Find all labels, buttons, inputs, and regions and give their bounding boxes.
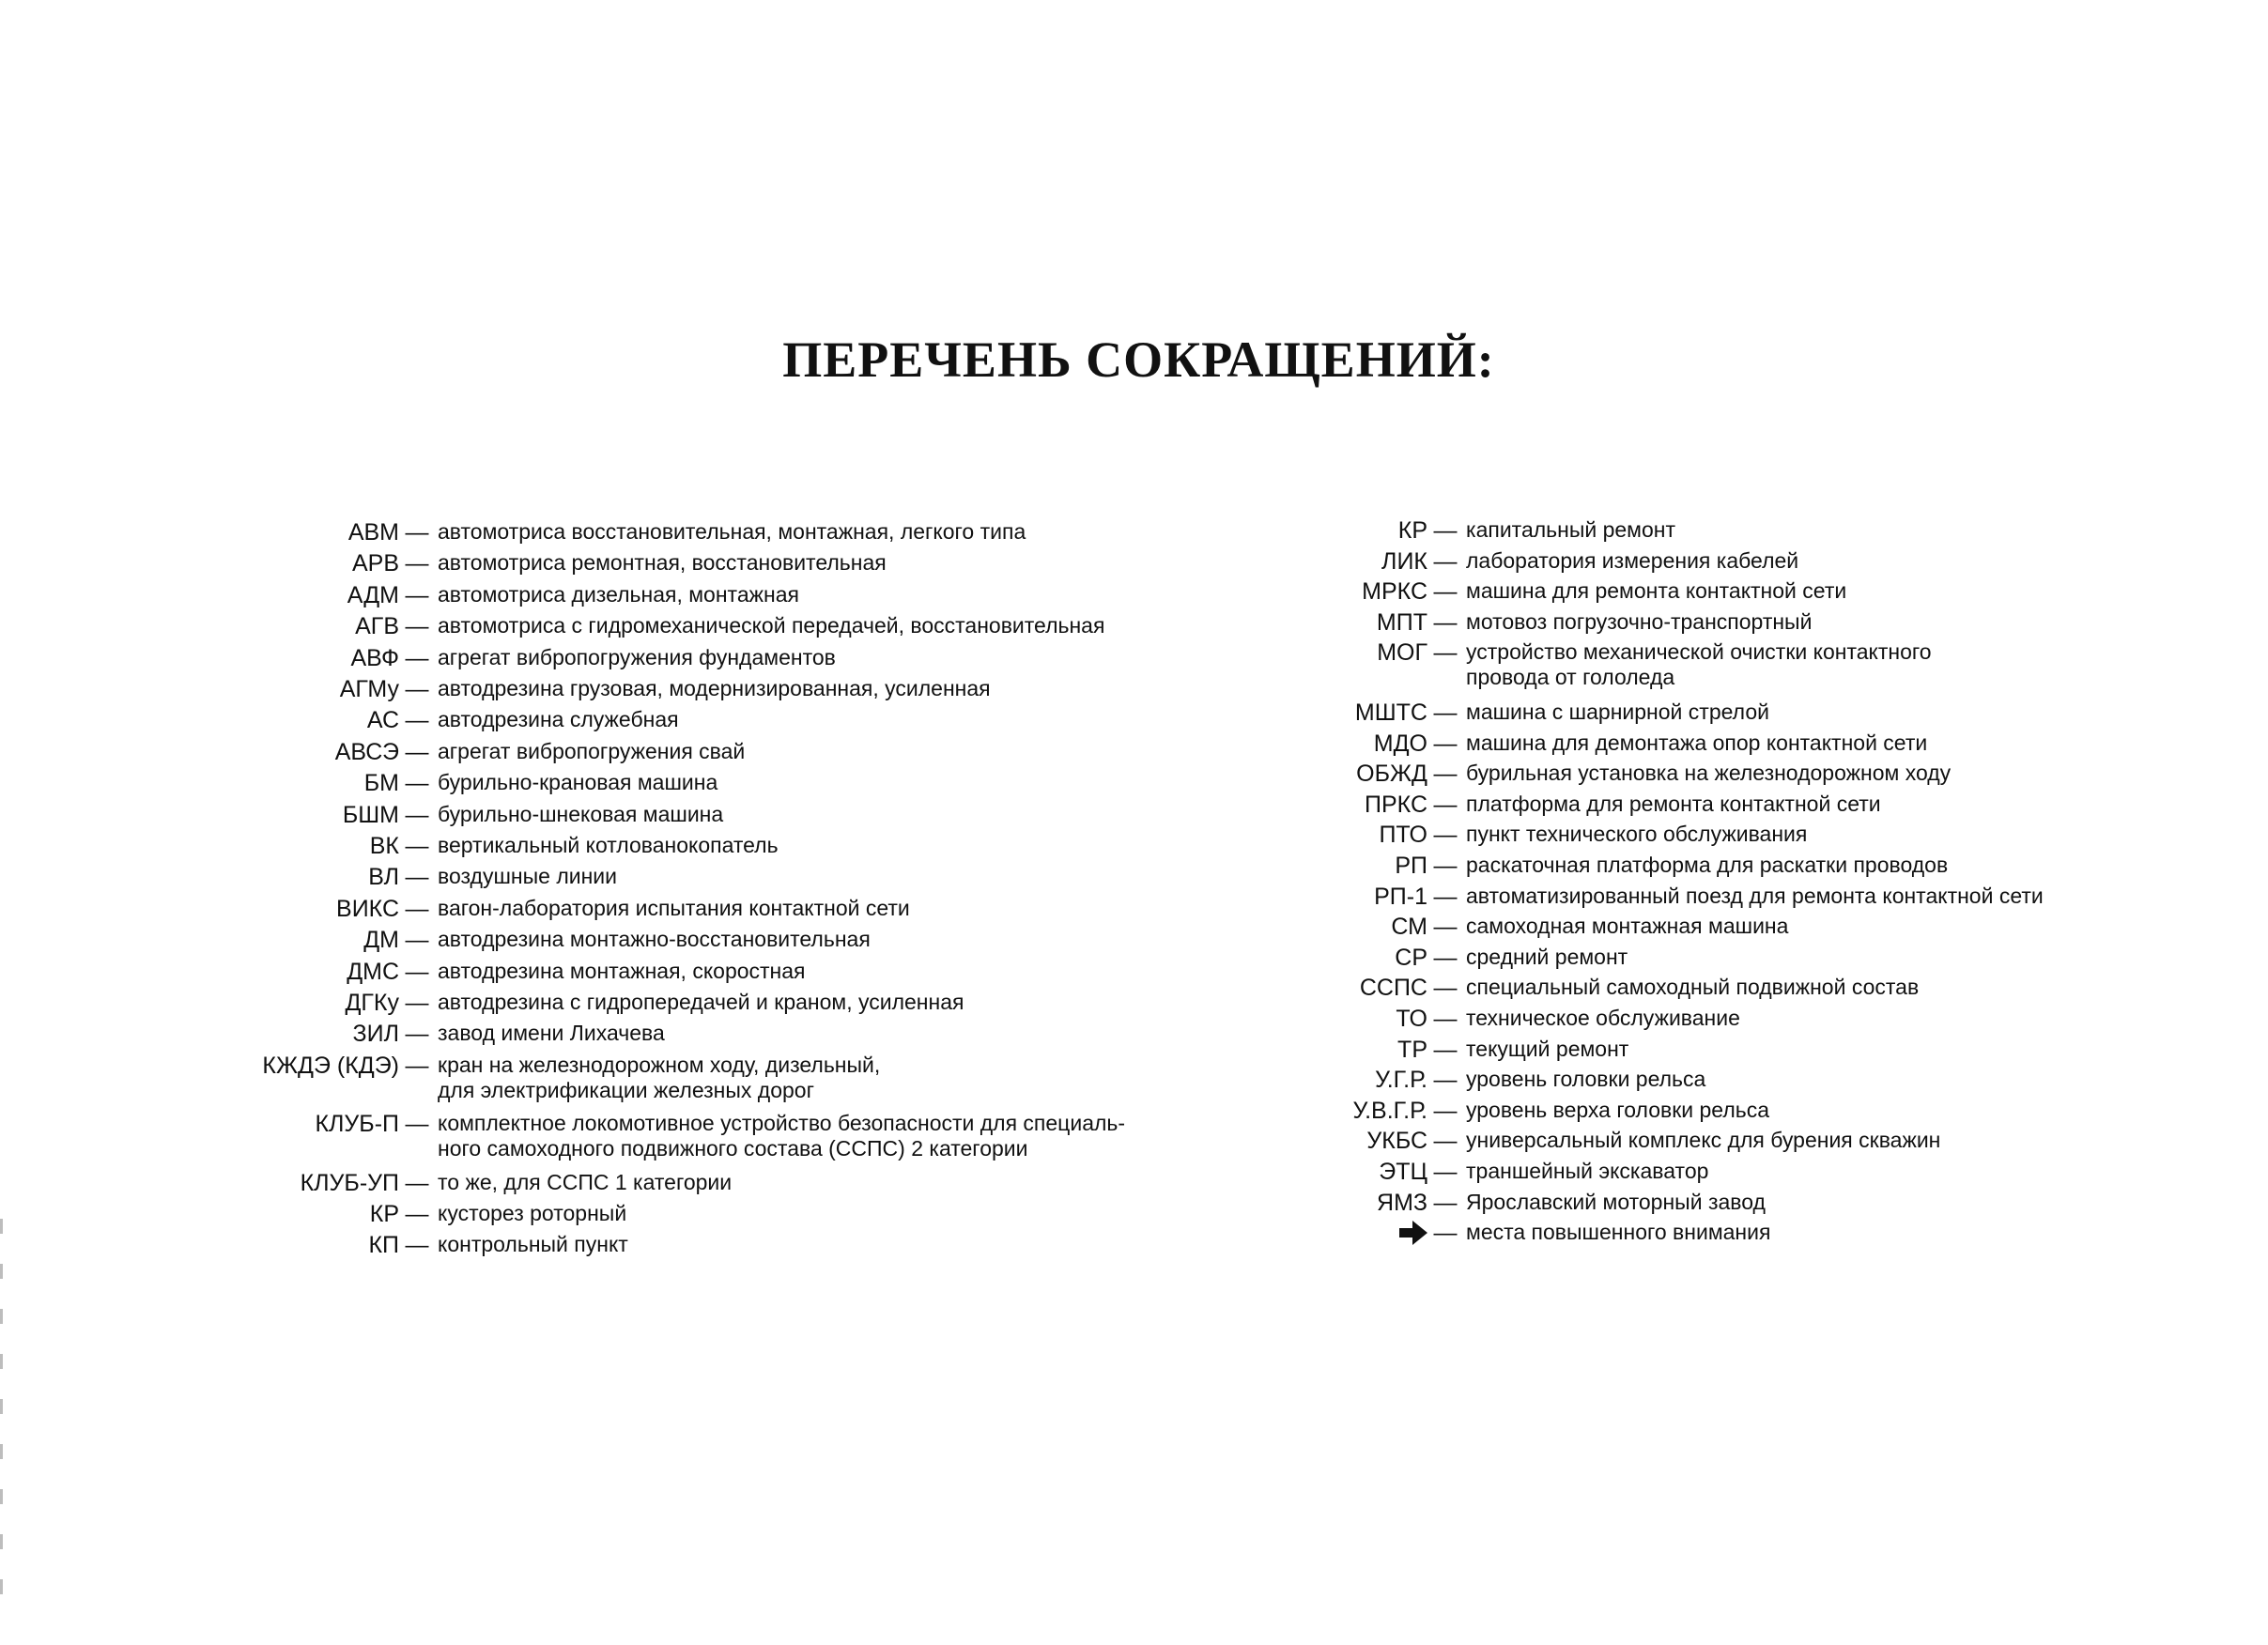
abbreviation-term: МОГ — [1377, 639, 1427, 667]
abbreviation-term: РП-1 — [1374, 883, 1427, 910]
em-dash: — — [1433, 1128, 1458, 1155]
em-dash: — — [405, 644, 429, 671]
abbreviation-definition: бурильно-крановая машина — [438, 770, 718, 795]
em-dash: — — [1433, 883, 1458, 910]
abbreviation-term: МШТС — [1354, 700, 1427, 726]
abbreviation-term: ЭТЦ — [1379, 1159, 1427, 1185]
em-dash: — — [405, 833, 429, 859]
abbreviation-term: КП — [368, 1232, 399, 1259]
em-dash: — — [1433, 1159, 1458, 1185]
arrow-icon-cell — [0, 1219, 1427, 1250]
em-dash: — — [405, 707, 429, 734]
em-dash: — — [1433, 639, 1458, 667]
abbreviation-definition: комплектное локомотивное устройство безопасности для специаль- — [438, 1111, 1126, 1136]
em-dash: — — [1433, 1036, 1458, 1063]
abbreviation-definition: агрегат вибропогружения свай — [438, 738, 746, 763]
abbreviation-term: АДМ — [347, 581, 399, 608]
em-dash: — — [405, 1021, 429, 1048]
abbreviation-definition: автодрезина монтажная, скоростная — [438, 958, 806, 983]
abbreviation-definition: траншейный экскаватор — [1466, 1159, 1709, 1183]
abbreviation-definition: то же, для ССПС 1 категории — [438, 1169, 733, 1194]
abbreviation-term: БМ — [363, 770, 399, 797]
abbreviation-definition: пункт технического обслуживания — [1466, 822, 1808, 847]
abbreviation-definition: автодрезина служебная — [438, 707, 679, 732]
abbreviation-term: ТО — [1396, 1006, 1427, 1032]
abbreviation-term: ПРКС — [1365, 791, 1427, 818]
abbreviation-definition: завод имени Лихачева — [438, 1021, 665, 1046]
abbreviation-term: ВЛ — [368, 864, 399, 891]
abbreviation-term: МДО — [1373, 730, 1427, 757]
abbreviation-definition: автомотриса ремонтная, восстановительная — [438, 550, 887, 576]
em-dash: — — [1433, 944, 1458, 971]
binding-mark — [0, 1309, 3, 1324]
em-dash: — — [1433, 914, 1458, 941]
em-dash: — — [1433, 608, 1458, 636]
abbreviation-definition: кран на железнодорожном ходу, дизельный, — [438, 1052, 881, 1077]
em-dash: — — [1433, 1189, 1458, 1216]
page-title: ПЕРЕЧЕНЬ СОКРАЩЕНИЙ: — [782, 331, 1495, 388]
abbreviation-definition: уровень головки рельса — [1466, 1067, 1706, 1092]
abbreviation-definition: уровень верха головки рельса — [1466, 1097, 1770, 1122]
abbreviation-term: КЛУБ-УП — [300, 1169, 399, 1196]
em-dash: — — [405, 676, 429, 702]
abbreviation-definition: универсальный комплекс для бурения скважин — [1466, 1128, 1941, 1153]
binding-mark — [0, 1399, 3, 1414]
abbreviation-term: АРВ — [351, 550, 399, 577]
abbreviation-definition: автодрезина монтажно-восстановительная — [438, 927, 871, 952]
binding-mark — [0, 1354, 3, 1369]
abbreviation-term: КР — [369, 1201, 399, 1227]
abbreviation-term: УКБС — [1366, 1128, 1427, 1155]
abbreviation-term: АВФ — [350, 644, 399, 671]
em-dash: — — [1433, 1067, 1458, 1094]
em-dash: — — [405, 550, 429, 577]
em-dash: — — [1433, 730, 1458, 757]
abbreviation-definition: капитальный ремонт — [1466, 517, 1676, 542]
abbreviation-term: МРКС — [1362, 578, 1427, 606]
abbreviation-term: ПТО — [1379, 822, 1427, 849]
abbreviation-definition: вертикальный котлованокопатель — [438, 833, 779, 857]
abbreviation-term: РП — [1395, 853, 1427, 879]
em-dash: — — [405, 1201, 429, 1227]
abbreviation-definition: бурильная установка на железнодорожном ходу — [1466, 761, 1952, 786]
right-arrow-icon — [1399, 1221, 1427, 1245]
abbreviation-definition: платформа для ремонта контактной сети — [1466, 791, 1881, 816]
em-dash: — — [1433, 761, 1458, 788]
em-dash: — — [405, 519, 429, 546]
abbreviation-term: ДГКу — [345, 990, 399, 1016]
em-dash: — — [405, 1169, 429, 1196]
abbreviation-definition: автомотриса восстановительная, монтажная, легкого типа — [438, 519, 1026, 544]
abbreviation-term: У.В.Г.Р. — [1352, 1097, 1427, 1124]
abbreviation-definition: машина для демонтажа опор контактной сети — [1466, 730, 1928, 755]
abbreviation-definition: машина с шарнирной стрелой — [1466, 700, 1769, 724]
abbreviation-definition: текущий ремонт — [1466, 1036, 1629, 1061]
em-dash: — — [405, 738, 429, 765]
abbreviation-term: У.Г.Р. — [1375, 1067, 1427, 1094]
abbreviation-term: МПТ — [1376, 608, 1427, 636]
abbreviation-term: АГВ — [355, 613, 399, 640]
abbreviation-definition: автоматизированный поезд для ремонта контактной сети — [1466, 883, 2044, 908]
abbreviation-term: ДМ — [363, 927, 399, 954]
binding-mark — [0, 1219, 3, 1234]
abbreviation-definition: раскаточная платформа для раскатки проводов — [1466, 853, 1949, 877]
abbreviation-term: АГМу — [339, 676, 399, 702]
em-dash: — — [1433, 822, 1458, 849]
em-dash: — — [405, 990, 429, 1016]
abbreviation-definition-continued: провода от гололеда — [1466, 665, 1675, 690]
em-dash: — — [1433, 975, 1458, 1002]
em-dash: — — [405, 613, 429, 640]
abbreviation-term: КЛУБ-П — [315, 1111, 399, 1138]
binding-mark — [0, 1444, 3, 1459]
abbreviation-definition: автодрезина грузовая, модернизированная, усиленная — [438, 676, 991, 700]
abbreviation-term: ЯМЗ — [1377, 1189, 1427, 1216]
abbreviation-definition-continued: для электрификации железных дорог — [438, 1077, 814, 1102]
em-dash: — — [405, 1232, 429, 1259]
abbreviation-definition: средний ремонт — [1466, 944, 1628, 969]
abbreviation-term: ТР — [1397, 1036, 1427, 1063]
em-dash: — — [405, 895, 429, 922]
abbreviation-definition: автодрезина с гидропередачей и краном, усиленная — [438, 990, 964, 1014]
abbreviation-term: ВИКС — [336, 895, 399, 922]
em-dash: — — [1433, 578, 1458, 606]
binding-mark — [0, 1579, 3, 1594]
abbreviation-definition-continued: ного самоходного подвижного состава (ССПС) 2 категории — [438, 1136, 1028, 1161]
abbreviation-definition: машина для ремонта контактной сети — [1466, 578, 1847, 604]
abbreviation-definition: контрольный пункт — [438, 1232, 628, 1257]
abbreviation-definition: бурильно-шнековая машина — [438, 801, 724, 826]
em-dash: — — [1433, 791, 1458, 818]
abbreviation-definition: Ярославский моторный завод — [1466, 1189, 1766, 1214]
em-dash: — — [1433, 1097, 1458, 1124]
em-dash: — — [405, 581, 429, 608]
abbreviation-definition: вагон-лаборатория испытания контактной сети — [438, 895, 910, 920]
em-dash: — — [405, 1052, 429, 1079]
em-dash: — — [1433, 517, 1458, 544]
abbreviation-term: АВСЭ — [334, 738, 399, 765]
abbreviation-definition: лаборатория измерения кабелей — [1466, 547, 1799, 573]
em-dash: — — [1433, 1220, 1458, 1247]
abbreviation-term: ВК — [369, 833, 399, 859]
abbreviation-term: СМ — [1391, 914, 1427, 941]
em-dash: — — [1433, 1006, 1458, 1032]
abbreviation-definition: техническое обслуживание — [1466, 1006, 1740, 1030]
abbreviation-definition: автомотриса с гидромеханической передачей, восстановительная — [438, 613, 1105, 638]
abbreviation-definition: агрегат вибропогружения фундаментов — [438, 644, 836, 669]
binding-mark — [0, 1489, 3, 1504]
abbreviation-definition: места повышенного внимания — [1466, 1220, 1771, 1245]
em-dash: — — [405, 770, 429, 797]
em-dash: — — [1433, 853, 1458, 879]
abbreviation-term: ДМС — [347, 958, 399, 985]
abbreviation-definition: специальный самоходный подвижной состав — [1466, 975, 1920, 1000]
em-dash: — — [1433, 547, 1458, 575]
abbreviation-definition: мотовоз погрузочно-транспортный — [1466, 608, 1813, 634]
abbreviation-term: ССПС — [1359, 975, 1427, 1002]
abbreviation-definition: кусторез роторный — [438, 1201, 627, 1225]
em-dash: — — [405, 958, 429, 985]
abbreviation-definition: самоходная монтажная машина — [1466, 914, 1789, 939]
abbreviation-term: КЖДЭ (КДЭ) — [262, 1052, 399, 1079]
em-dash: — — [405, 801, 429, 828]
abbreviation-term: АС — [366, 707, 399, 734]
abbreviation-term: СР — [1395, 944, 1427, 971]
binding-mark — [0, 1264, 3, 1279]
abbreviation-term: ЛИК — [1381, 547, 1427, 575]
abbreviation-term: ОБЖД — [1356, 761, 1427, 788]
abbreviation-definition: автомотриса дизельная, монтажная — [438, 581, 799, 607]
em-dash: — — [405, 1111, 429, 1138]
abbreviation-term: ЗИЛ — [352, 1021, 399, 1048]
em-dash: — — [1433, 700, 1458, 726]
em-dash: — — [405, 864, 429, 891]
abbreviation-term: КР — [1397, 517, 1427, 544]
em-dash: — — [405, 927, 429, 954]
abbreviation-definition: устройство механической очистки контактного — [1466, 639, 1932, 665]
abbreviation-term: БШМ — [342, 801, 399, 828]
abbreviation-term: АВМ — [347, 519, 399, 546]
binding-mark — [0, 1534, 3, 1549]
abbreviation-definition: воздушные линии — [438, 864, 617, 889]
